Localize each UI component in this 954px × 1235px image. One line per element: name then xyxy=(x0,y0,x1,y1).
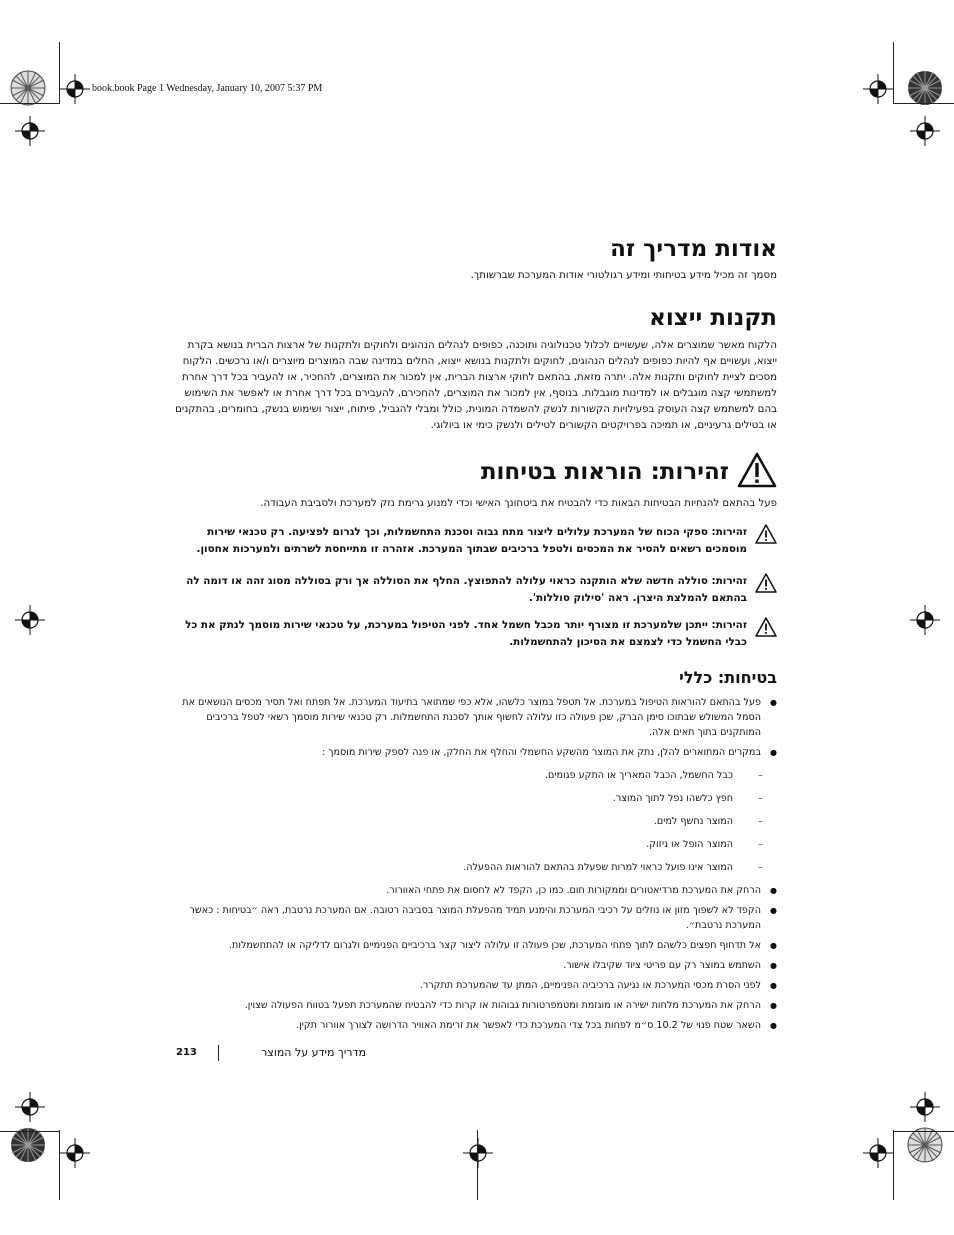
crosshair-icon xyxy=(910,1092,940,1122)
crop-line xyxy=(894,103,954,104)
safety-intro: פעל בהתאם להנחיות הבטיחות הבאות כדי להבטיח את ביטחונך האישי וכדי למנוע גרימת נזק למערכת ולסביבת העבודה. xyxy=(260,498,777,509)
registration-mark xyxy=(910,116,940,146)
list-item: ● פעל בהתאם להוראות הטיפול במערכת. אל תטפל במוצר כלשהו, אלא כפי שמתואר בתיעוד המערכת. אל תפתח ואל תסיר מכסים הנושאים את הסמל המשולש שבתוכו סימן הברק, שכן פעולה כזו עלולה לחשוף אותך לסכנת התחשמלות. רק טכנאי שירות מוסמך רשאי לטפל ברכיבים המותקנים בתוך תאים אלה. xyxy=(170,695,777,740)
general-section xyxy=(170,667,777,1033)
warning-note xyxy=(170,573,777,607)
registration-mark xyxy=(863,1138,893,1168)
list-item: ● הרחק את המערכת מלחות ישירה או מוגזמת ומטמפרטורות גבוהות או קרות כדי להבטיח שהמערכת תפעל בטווח הפעולה שצוין. xyxy=(170,998,777,1013)
registration-mark xyxy=(910,1092,940,1122)
registration-mark xyxy=(463,1138,493,1168)
warning-text: זהירות: סוללה חדשה שלא הותקנה כראוי עלולה להתפוצץ. החלף את הסוללה אך ורק בסוללה מסוג זהה או דומה לה בהתאם להמלצת היצרן. ראה 'סילוק סוללות'. xyxy=(186,575,747,604)
crop-line xyxy=(893,1130,894,1200)
warning-text: זהירות: ספקי הכוח של המערכת עלולים ליצור מתח גבוה וסכנת התחשמלות, וכך לגרום לפציעה. רק טכנאי שירות מוסמכים רשאים להסיר את המכסים ולטפל ברכיבים שבתוך המערכת. אזהרה זו מתייחסת לשרתים ולמערכות אחסון. xyxy=(196,526,747,555)
registration-mark xyxy=(60,1138,90,1168)
list-item: ● אל תדחוף חפצים כלשהם לתוך פתחי המערכת, שכן פעולה זו עלולה ליצור קצר ברכיביים הפנימיים ולגרום לדליקה או להתחשמלות. xyxy=(170,938,777,953)
page-content xyxy=(170,230,777,1038)
crosshair-icon xyxy=(910,605,940,635)
about-heading: אודות מדריך זה xyxy=(610,236,777,262)
list-subitem: – המוצר הופל או ניזוק. xyxy=(170,837,777,852)
registration-mark xyxy=(863,74,893,104)
crosshair-icon xyxy=(910,116,940,146)
crosshair-icon xyxy=(15,605,45,635)
list-item: ● הקפד לא לשפוך מזון או נוזלים על רכיבי המערכת והימנע תמיד מהפעלת המוצר בסביבה רטובה. אם המערכת נרטבת, ראה ״בטיחות : כאשר המערכת נרטבת״. xyxy=(170,903,777,933)
crosshair-icon xyxy=(863,74,893,104)
crosshair-icon xyxy=(60,74,90,104)
safety-heading: זהירות: הוראות בטיחות xyxy=(480,459,729,485)
crop-line xyxy=(477,1130,478,1200)
list-subitem: – המוצר אינו פועל כראוי למרות שפעלת בהתאם להוראות ההפעלה. xyxy=(170,860,777,875)
export-heading: תקנות ייצוא xyxy=(649,305,777,331)
safety-title-row xyxy=(170,452,777,492)
warning-note xyxy=(170,617,777,651)
crop-line xyxy=(59,1130,60,1200)
general-heading: בטיחות: כללי xyxy=(679,668,777,687)
printer-star-icon xyxy=(9,69,47,107)
crosshair-icon xyxy=(15,116,45,146)
list-subitem: – המוצר נחשף למים. xyxy=(170,814,777,829)
crop-line xyxy=(0,1131,60,1132)
registration-mark xyxy=(910,605,940,635)
page-number: 213 xyxy=(176,1047,197,1058)
warning-triangle-icon xyxy=(755,573,777,593)
safety-section xyxy=(170,452,777,651)
printer-star-mark xyxy=(9,69,47,107)
about-section xyxy=(170,234,777,284)
export-section xyxy=(170,303,777,434)
crosshair-icon xyxy=(60,1138,90,1168)
list-item: ● הרחק את המערכת מרדיאטורים וממקורות חום. כמו כן, הקפד לא לחסום את פתחי האוורור. xyxy=(170,883,777,898)
general-list xyxy=(170,695,777,1033)
print-header: book.book Page 1 Wednesday, January 10, 2007 5:37 PM xyxy=(92,83,323,94)
about-text: מסמך זה מכיל מידע בטיחותי ומידע רגולטורי אודות המערכת שברשותך. xyxy=(470,270,777,281)
footer-title: מדריך מידע על המוצר xyxy=(261,1046,366,1059)
list-subitem: – כבל החשמל, הכבל המאריך או התקע פגומים. xyxy=(170,768,777,783)
crop-line xyxy=(59,42,60,104)
page-footer xyxy=(170,1045,366,1063)
crosshair-icon xyxy=(463,1138,493,1168)
warning-text: זהירות: ייתכן שלמערכת זו מצורף יותר מכבל חשמל אחד. לפני הטיפול במערכת, על טכנאי שירות מוסמך לנתק את כל כבלי החשמל כדי לצמצם את הסיכון להתחשמלות. xyxy=(185,619,747,648)
list-subitem: – חפץ כלשהו נפל לתוך המוצר. xyxy=(170,791,777,806)
list-item: ● השאר שטח פנוי של 10.2 ס״מ לפחות בכל צדי המערכת כדי לאפשר את זרימת האוויר הדרושה לצורך אוורור תקין. xyxy=(170,1018,777,1033)
crosshair-icon xyxy=(15,1092,45,1122)
list-item: ● לפני הסרת מכסי המערכת או נגיעה ברכיביה הפנימיים, המתן עד שהמערכת תתקרר. xyxy=(170,978,777,993)
registration-mark xyxy=(60,74,90,104)
crosshair-icon xyxy=(863,1138,893,1168)
printer-star-icon xyxy=(906,69,944,107)
list-item: ● במקרים המתוארים להלן, נתק את המוצר מהשקע החשמלי והחלף את החלק, או פנה לספק שירות מוסמך : xyxy=(170,745,777,760)
warning-triangle-icon xyxy=(755,524,777,544)
warning-triangle-icon xyxy=(755,617,777,637)
printer-star-mark xyxy=(906,69,944,107)
export-text: הלקוח מאשר שמוצרים אלה, שעשויים לכלול טכנולוגיה ותוכנה, כפופים לנהלים הנהוגים ולחוקים ולתקנות של ארצות הברית בנושא בקרת ייצוא, ועשויים אף להיות כפופים לנהלים הנהוגים, לחוקים ולתקנות בנושא ייצוא, החלים במדינה שבה המוצרים מיוצרים ו/או נרכשים. הלקוח מסכים לציית לחוקים ותקנות אלה. יתרה מזאת, בהתאם לחוקי ארצות הברית, אין למכור את המוצרים, להחכיר, או להעביר בכל דרך אחרת למשתמשי קצה מוגבלים או למדינות מוגבלות. בנוסף, אין למכור את המוצרים, להחכירם, להעבירם בכל דרך אחרת או לאפשר את השימוש בהם למשתמש קצה העוסק בפעילויות הקשורות לנשק להשמדה המונית, כולל ומבלי להגביל, פיתוח, ייצור ושימוש בנשק, בחומרים, בהתקנים או בטילים גרעיניים, או תמיכה בפרויקטים הקשורים לטילים ולנשק כימי או ביולוגי. xyxy=(175,340,777,431)
crop-line xyxy=(894,1131,954,1132)
crop-line xyxy=(0,103,60,104)
warning-note xyxy=(170,524,777,558)
registration-mark xyxy=(15,605,45,635)
footer-divider xyxy=(218,1045,219,1061)
registration-mark xyxy=(15,116,45,146)
crop-line xyxy=(893,42,894,104)
list-item: ● השתמש במוצר רק עם פריטי ציוד שקיבלו אישור. xyxy=(170,958,777,973)
warning-triangle-icon xyxy=(737,452,777,492)
registration-mark xyxy=(15,1092,45,1122)
